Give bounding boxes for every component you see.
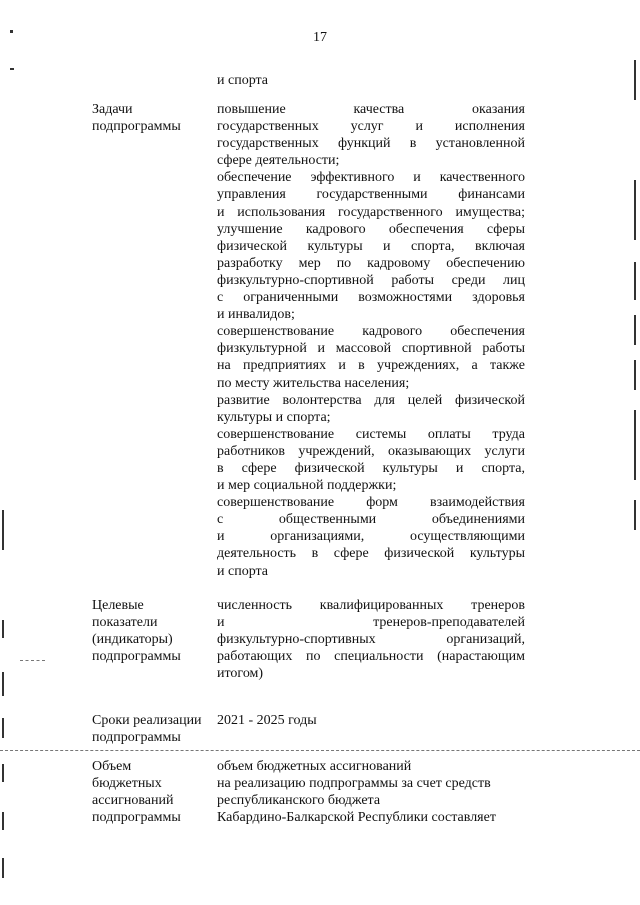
scan-mark — [2, 858, 4, 878]
content-line: улучшение кадрового обеспечения сферы — [217, 221, 525, 237]
scan-mark — [10, 30, 13, 33]
tasks-content — [217, 101, 525, 580]
content-line: сфере деятельности; — [217, 153, 340, 169]
label-line: подпрограммы — [92, 119, 181, 135]
tasks-label — [92, 101, 214, 135]
content-line: государственных функций в установленной — [217, 136, 525, 152]
content-line: объем бюджетных ассигнований — [217, 759, 412, 774]
budget-label — [92, 758, 214, 826]
indicators-label — [92, 597, 214, 665]
content-line: с ограниченными возможностями здоровья — [217, 290, 525, 306]
label-line: подпрограммы — [92, 730, 181, 746]
content-line: и тренеров-преподавателей — [217, 615, 525, 631]
content-line: физкультурно-спортивных организаций, — [217, 632, 525, 648]
content-line: на предприятиях и в учреждениях, а также — [217, 358, 525, 374]
timeline-content — [217, 712, 525, 729]
content-line: на реализацию подпрограммы за счет средств — [217, 776, 491, 792]
content-line: физической культуры и спорта, включая — [217, 238, 525, 254]
label-line: ассигнований — [92, 793, 174, 809]
content-line: и организациями, осуществляющими — [217, 529, 525, 545]
page-number: 17 — [313, 30, 327, 45]
content-line: численность квалифицированных тренеров — [217, 598, 525, 613]
content-line: республиканского бюджета — [217, 793, 381, 809]
label-line: бюджетных — [92, 776, 162, 792]
content-line: работников учреждений, оказывающих услуги — [217, 443, 525, 459]
label-line: подпрограммы — [92, 649, 181, 665]
continuation-text: и спорта — [217, 73, 269, 88]
scan-mark — [2, 672, 4, 696]
content-line: и мер социальной поддержки; — [217, 478, 397, 494]
content-line: развитие волонтерства для целей физической — [217, 392, 525, 408]
content-line: разработку мер по кадровому обеспечению — [217, 255, 525, 271]
scan-mark — [2, 718, 4, 738]
scan-mark — [2, 812, 4, 830]
label-line: Задачи — [92, 102, 133, 117]
content-line: обеспечение эффективного и качественного — [217, 170, 525, 186]
scan-mark — [634, 262, 636, 300]
label-line: подпрограммы — [92, 810, 181, 826]
scan-mark — [634, 180, 636, 240]
content-line: и инвалидов; — [217, 307, 295, 323]
content-line: 2021 - 2025 годы — [217, 713, 317, 728]
budget-content — [217, 758, 525, 826]
scan-mark — [10, 68, 14, 70]
content-line: управления государственными финансами — [217, 187, 525, 203]
row-separator — [0, 750, 640, 752]
content-line: деятельность в сфере физической культуры — [217, 546, 525, 562]
label-line: Целевые — [92, 598, 144, 613]
content-line: с общественными объединениями — [217, 512, 525, 528]
scan-mark — [634, 60, 636, 100]
scan-mark — [2, 510, 4, 550]
scan-mark — [2, 620, 4, 638]
content-line: совершенствование форм взаимодействия — [217, 495, 525, 511]
content-line: государственных услуг и исполнения — [217, 119, 525, 135]
content-line: и использования государственного имущества; — [217, 204, 525, 220]
content-line: физкультурной и массовой спортивной работы — [217, 341, 525, 357]
timeline-label — [92, 712, 214, 746]
content-line: по месту жительства населения; — [217, 375, 410, 391]
content-line: совершенствование системы оплаты труда — [217, 426, 525, 442]
label-line: Объем — [92, 759, 132, 774]
label-line: Сроки реализации — [92, 713, 202, 728]
scan-mark — [634, 360, 636, 390]
scan-mark — [2, 764, 4, 782]
scan-mark — [634, 500, 636, 530]
content-line: совершенствование кадрового обеспечения — [217, 324, 525, 340]
content-line: повышение качества оказания — [217, 102, 525, 117]
indicators-content — [217, 597, 525, 682]
scan-mark — [20, 660, 45, 662]
scan-mark — [634, 410, 636, 480]
content-line: в сфере физической культуры и спорта, — [217, 460, 525, 476]
content-line: работающих по специальности (нарастающим — [217, 649, 525, 665]
content-line: и спорта — [217, 563, 269, 579]
scan-mark — [634, 315, 636, 345]
content-line: физкультурно-спортивной работы среди лиц — [217, 272, 525, 288]
content-line: итогом) — [217, 666, 264, 682]
label-line: (индикаторы) — [92, 632, 173, 648]
content-line: Кабардино-Балкарской Республики составляет — [217, 810, 496, 826]
content-line: культуры и спорта; — [217, 409, 331, 425]
label-line: показатели — [92, 615, 158, 631]
